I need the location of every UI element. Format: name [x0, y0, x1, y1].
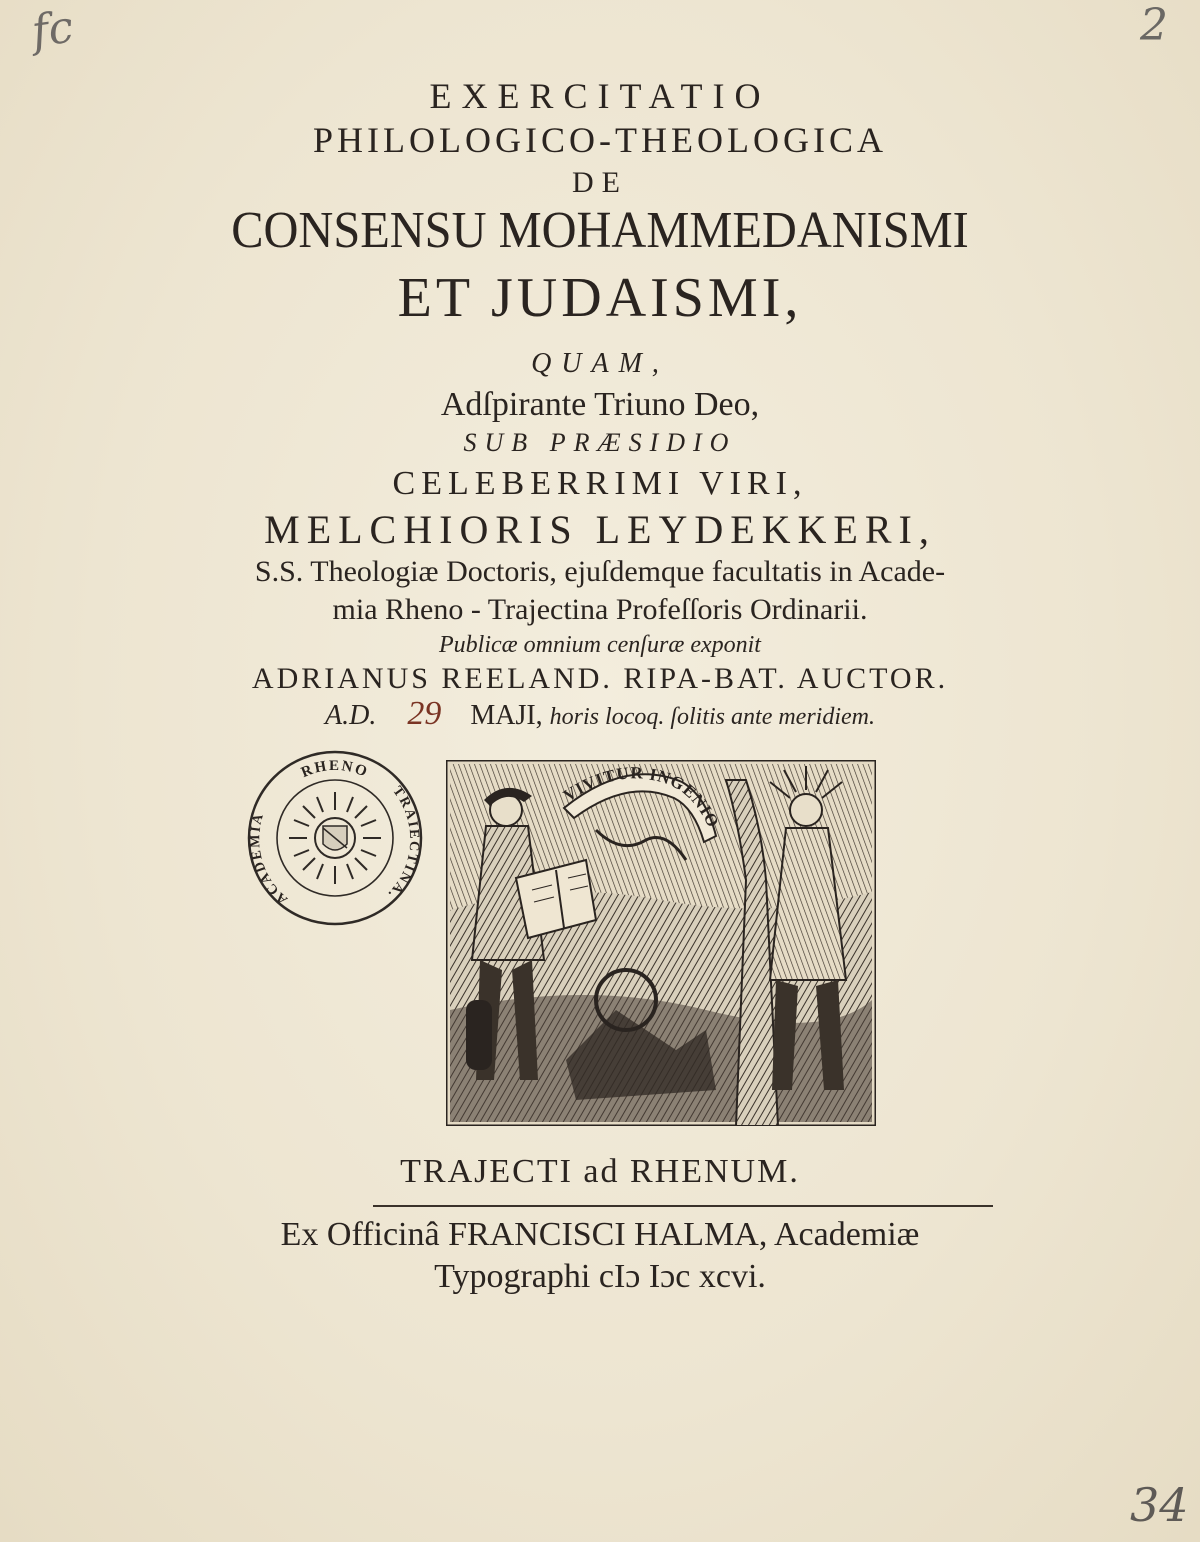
margin-note-top-left: fc — [28, 1, 77, 58]
title-line-quam: QUAM, — [531, 348, 669, 379]
stamp-text-left: ACADEMIA — [248, 810, 291, 907]
library-stamp — [245, 748, 425, 928]
title-line-de: DE — [572, 166, 628, 199]
title-line-publicae: Publicæ omnium cenſuræ exponit — [439, 632, 761, 658]
professor-title-line-1: S.S. Theologiæ Doctoris, ejuſdemque facultatis in Acade- — [254, 555, 946, 588]
page-number-note: 2 — [1140, 0, 1168, 51]
title-line-adspirante: Adſpirante Triuno Deo, — [440, 386, 760, 423]
imprint-printer-line-2: Typographi cIɔ Iɔc xcvi. — [434, 1258, 766, 1295]
date-prefix: A.D. — [325, 700, 377, 731]
title-line-philologico: PHILOLOGICO-THEOLOGICA — [313, 120, 887, 160]
date-tail: horis locoq. ſolitis ante meridiem. — [549, 704, 875, 730]
stamp-text-right: TRAIECTINA. — [383, 783, 422, 903]
title-line-consensu: CONSENSU MOHAMMEDANISMI — [231, 202, 969, 259]
printers-device-woodcut — [446, 760, 876, 1126]
svg-text:TRAIECTINA. — [384, 784, 422, 903]
author-name: ADRIANUS REELAND. RIPA-BAT. AUCTOR. — [251, 662, 949, 695]
professor-title-line-2: mia Rheno - Trajectina Profeſſoris Ordinarii. — [332, 593, 868, 626]
imprint-divider — [373, 1205, 993, 1207]
stamp-text-top: RHENO — [299, 758, 371, 782]
date-month: MAJI, — [470, 700, 543, 731]
disputation-date — [0, 697, 1200, 731]
handwritten-day: 29 — [407, 695, 442, 732]
title-line-sub-praesidio: SUB PRÆSIDIO — [463, 428, 737, 457]
title-line-judaismi: ET JUDAISMI, — [397, 267, 803, 329]
title-line-celeberrimi: CELEBERRIMI VIRI, — [392, 465, 808, 502]
presiding-professor-name: MELCHIORIS LEYDEKKERI, — [264, 507, 936, 552]
title-line-exercitatio: EXERCITATIO — [429, 76, 771, 116]
imprint-printer-line-1: Ex Officinâ FRANCISCI HALMA, Academiæ — [280, 1216, 920, 1253]
device-motto: VIVITUR INGENIO — [559, 763, 724, 831]
svg-text:RHENO — [299, 758, 371, 781]
shelf-mark-note: 34 — [1130, 1478, 1189, 1532]
imprint-place: TRAJECTI ad RHENUM. — [400, 1153, 800, 1190]
svg-text:ACADEMIA — [248, 811, 291, 907]
